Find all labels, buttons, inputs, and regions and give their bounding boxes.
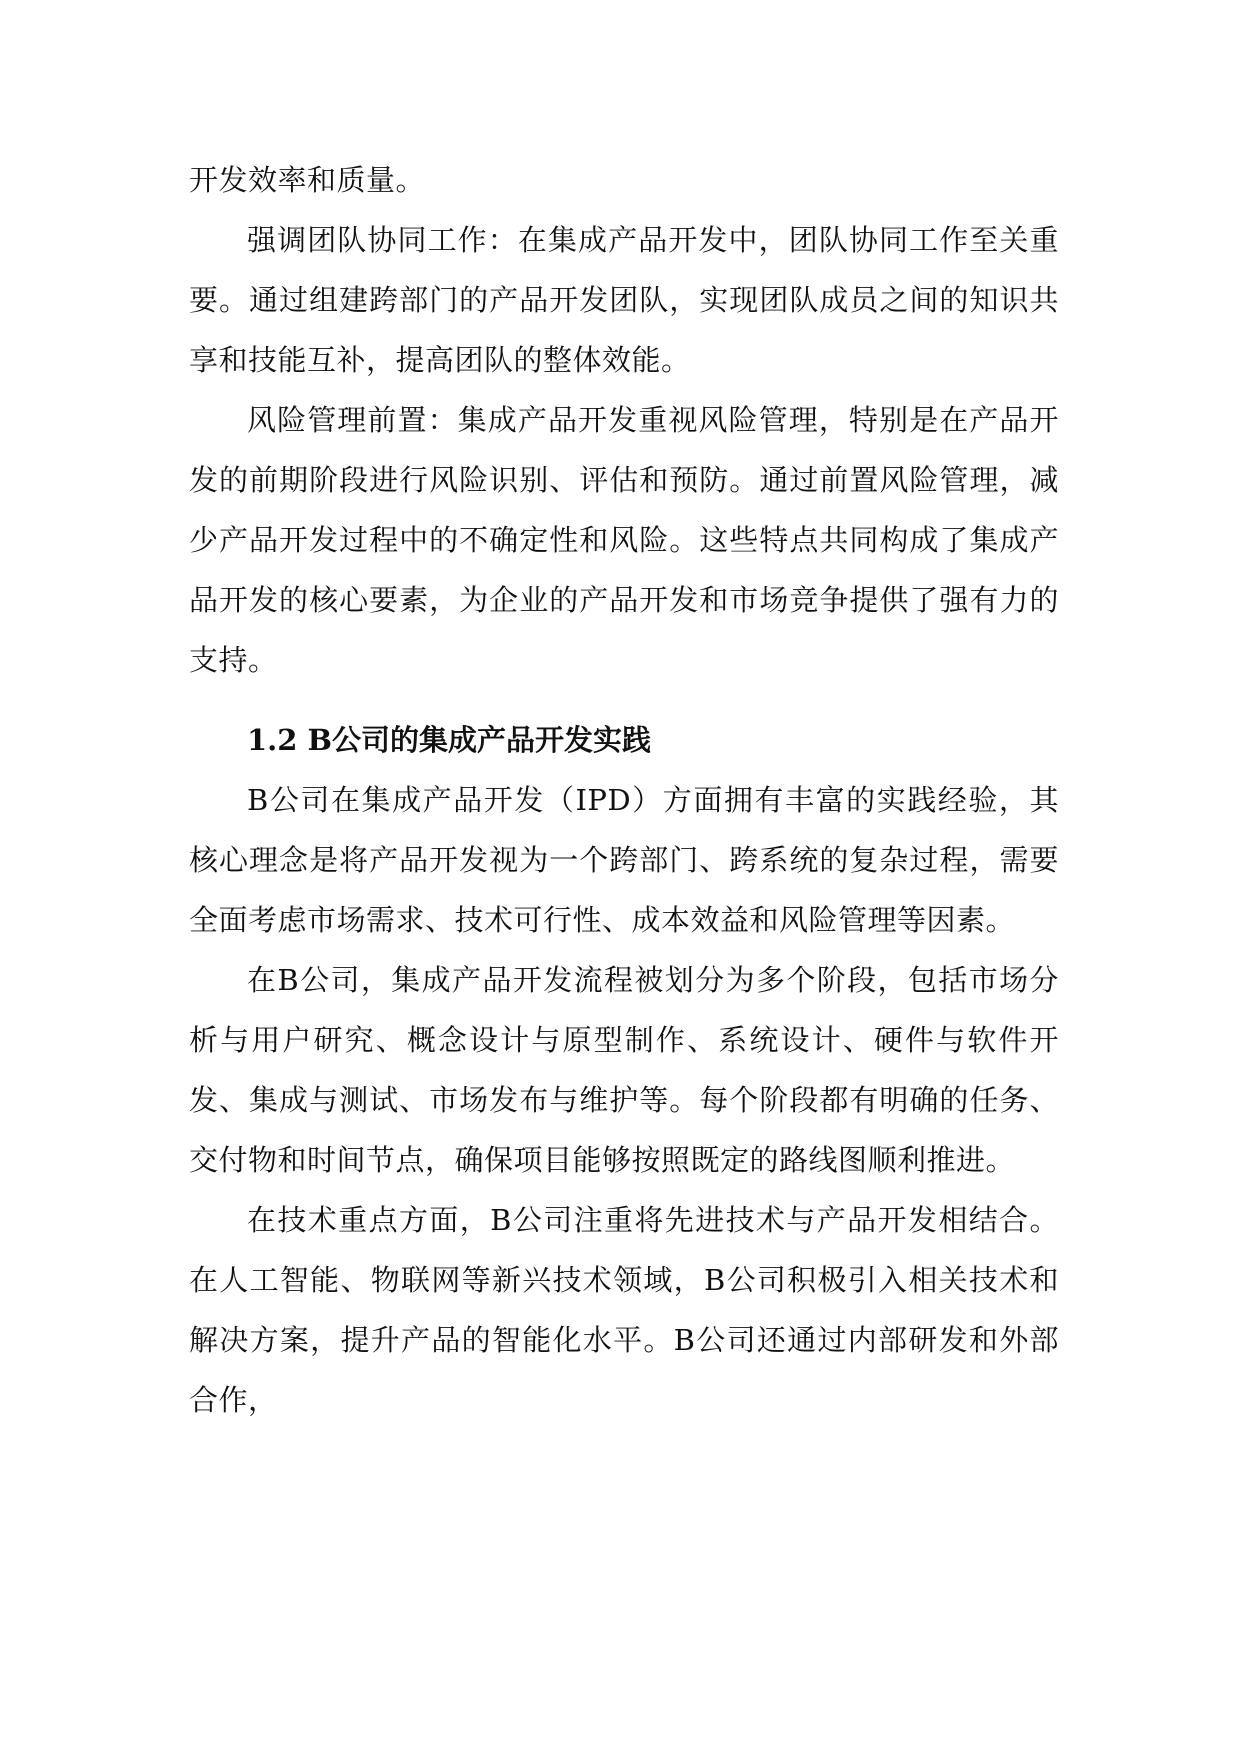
section-spacer <box>189 690 1059 710</box>
document-page <box>189 150 1059 1430</box>
paragraph-risk-management: 风险管理前置：集成产品开发重视风险管理，特别是在产品开发的前期阶段进行风险识别、评估和预防。通过前置风险管理，减少产品开发过程中的不确定性和风险。这些特点共同构成了集成产品开发的核心要素，为企业的产品开发和市场竞争提供了强有力的支持。 <box>189 403 1059 677</box>
paragraph-ipd-experience: B公司在集成产品开发（IPD）方面拥有丰富的实践经验，其核心理念是将产品开发视为一个跨部门、跨系统的复杂过程，需要全面考虑市场需求、技术可行性、成本效益和风险管理等因素。 <box>189 783 1059 937</box>
paragraph-continuation: 开发效率和质量。 <box>189 163 426 197</box>
paragraph-technology-focus: 在技术重点方面，B公司注重将先进技术与产品开发相结合。在人工智能、物联网等新兴技术领域，B公司积极引入相关技术和解决方案，提升产品的智能化水平。B公司还通过内部研发和外部合作， <box>189 1203 1059 1417</box>
paragraph-ipd-stages: 在B公司，集成产品开发流程被划分为多个阶段，包括市场分析与用户研究、概念设计与原型制作、系统设计、硬件与软件开发、集成与测试、市场发布与维护等。每个阶段都有明确的任务、交付物和时间节点，确保项目能够按照既定的路线图顺利推进。 <box>189 963 1059 1177</box>
section-heading: 1.2 B公司的集成产品开发实践 <box>247 723 652 757</box>
paragraph-team-collaboration: 强调团队协同工作：在集成产品开发中，团队协同工作至关重要。通过组建跨部门的产品开发团队，实现团队成员之间的知识共享和技能互补，提高团队的整体效能。 <box>189 223 1059 377</box>
